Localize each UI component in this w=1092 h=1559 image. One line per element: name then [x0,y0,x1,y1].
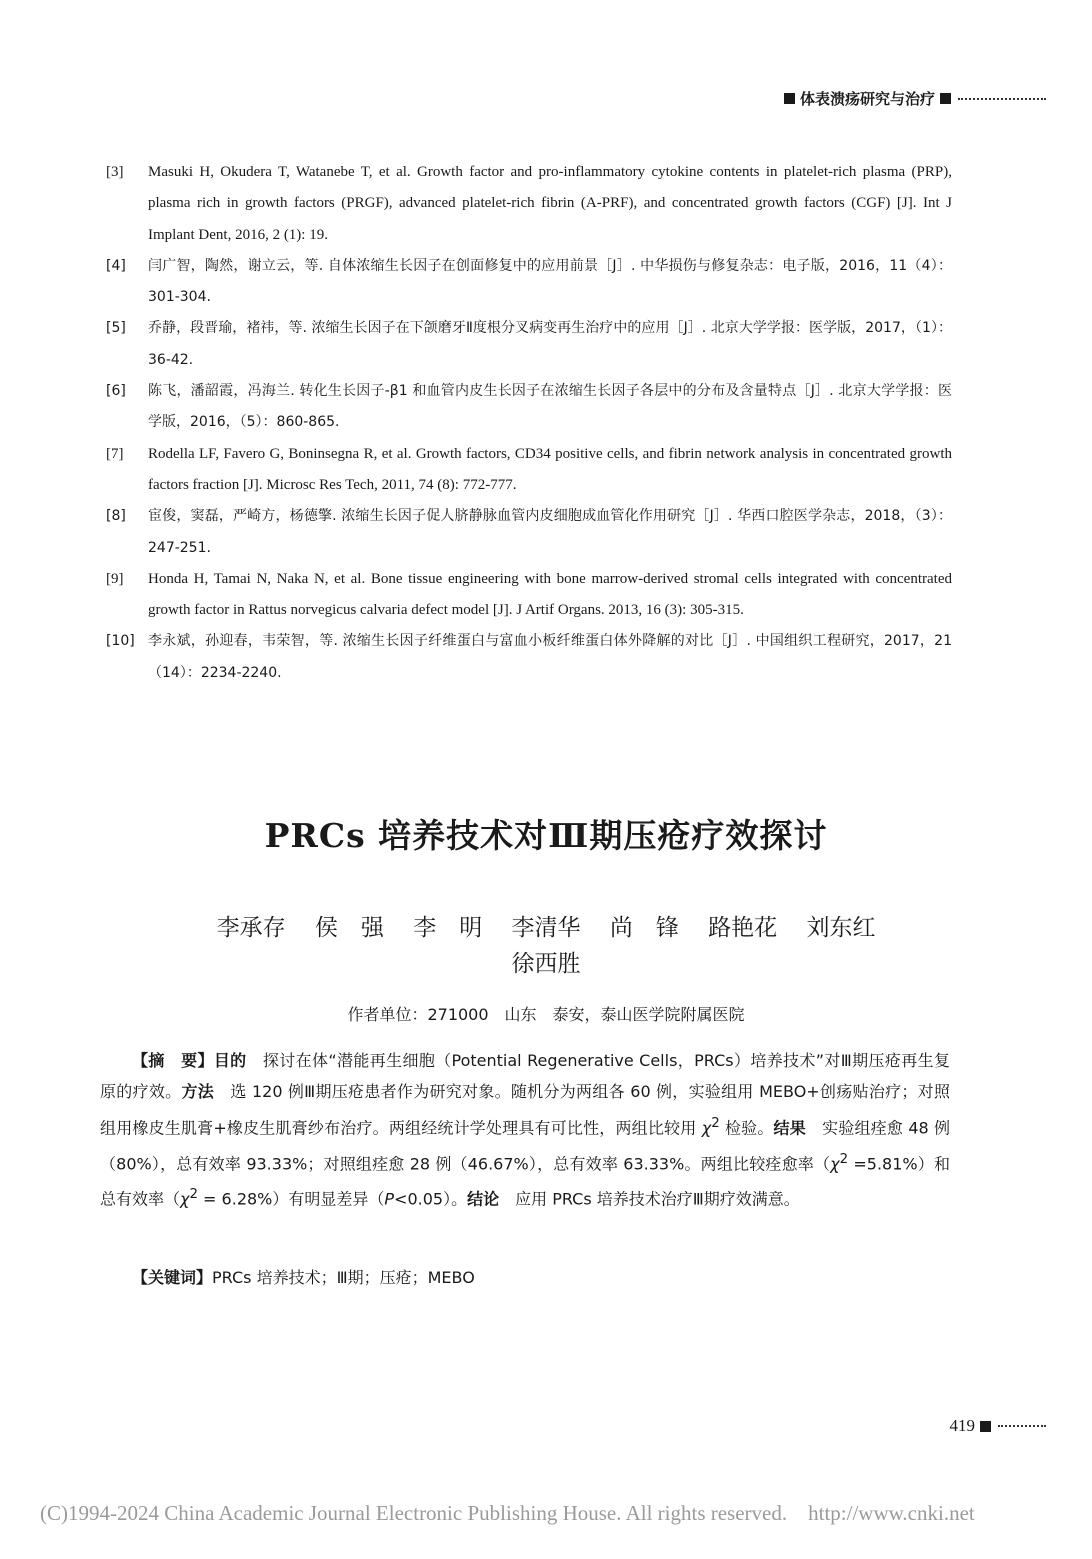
page-number: 419 [949,1416,975,1435]
objective-text: 探讨在体“潜能再生细胞（Potential Regenerative Cells，PRCs）培养技术”对Ⅲ期压疮再生复原的疗效。 [100,1051,950,1102]
abstract: 【摘 要】目的 探讨在体“潜能再生细胞（Potential Regenerative Cells，PRCs）培养技术”对Ⅲ期压疮再生复原的疗效。方法 选 120 例Ⅲ期压疮患者作为研究对象。随机分为两组各 60 例，实验组用 MEBO+创疡贴治疗；对照组用橡皮生肌膏+橡皮生肌膏纱布治疗。两组经统计学处理具有可比性，两组比较用 $\chi^2$ 检验。结果 实验组痊愈 48 例（80%），总有效率 93.33%；对照组痊愈 28 例（46.67%），总有效率 63.33%。两组比较痊愈率$(\chi^2 =5.81\%)$和总有效率$(\chi^2 = 6.28\%)$有明显差异（P<0.05）。结论 应用 PRCs 培养技术治疗Ⅲ期疗效满意。 [100,1051,950,1209]
header-title: 体表溃疡研究与治疗 [799,90,935,108]
reference-item [106,564,952,627]
reference-item [106,157,952,251]
keywords [100,1265,950,1288]
square-bullet-icon [980,1421,991,1432]
reference-number: [4] [106,257,126,274]
author-line-1 [0,910,1092,946]
reference-list [106,157,952,689]
keywords-label: 【关键词】 [132,1268,213,1287]
author-list [0,910,1092,982]
abstract-label: 【摘 要】 [132,1051,214,1070]
reference-text: Rodella LF, Favero G, Boninsegna R, et al. Growth factors, CD34 positive cells, and fibrin network analysis in concentrated growth factors fraction [J]. Microsc Res Tech, 2011, 74 (8): 772-777. [148,445,952,493]
running-header [779,88,1046,109]
reference-text: 宦俊，窦磊，严崎方，杨德擎. 浓缩生长因子促人脐静脉血管内皮细胞成血管化作用研究［J］. 华西口腔医学杂志，2018，（3）：247-251. [148,508,952,556]
reference-item [106,501,952,564]
author-name: 侯 强 [314,915,384,941]
results-text-2: =5.81%）和总有效率（ [100,1153,950,1209]
objective-label: 目的 [213,1051,247,1070]
square-bullet-icon [940,93,951,104]
results-label: 结果 [773,1118,806,1138]
keywords-text: PRCs 培养技术；Ⅲ期；压疮；MEBO [212,1268,475,1287]
chi-symbol: χ [830,1153,840,1173]
reference-number: [10] [106,633,135,650]
reference-text: 乔静，段晋瑜，褚祎，等. 浓缩生长因子在下颌磨牙Ⅱ度根分叉病变再生治疗中的应用［J］. 北京大学学报：医学版，2017，（1）：36-42. [148,320,952,368]
dotted-rule [998,1425,1046,1427]
article-title: PRCs 培养技术对Ⅲ期压疮疗效探讨 [264,816,828,855]
reference-text: 闫广智，陶然，谢立云，等. 自体浓缩生长因子在创面修复中的应用前景［J］. 中华损伤与修复杂志：电子版，2016，11（4）：301-304. [148,257,952,306]
square-bullet-icon [784,93,795,104]
conclusion-text: 应用 PRCs 培养技术治疗Ⅲ期疗效满意。 [515,1189,800,1209]
copyright-footer: (C)1994-2024 China Academic Journal Electronic Publishing House. All rights reserved. http://www.cnki.net [40,1501,975,1525]
author-affiliation: 作者单位：271000 山东 泰安，泰山医学院附属医院 [347,1005,745,1024]
author-name: 李 明 [413,915,483,941]
reference-number: [8] [106,508,126,525]
reference-text: 李永斌，孙迎春，韦荣智，等. 浓缩生长因子纤维蛋白与富血小板纤维蛋白体外降解的对比［J］. 中国组织工程研究，2017，21（14）：2234-2240. [148,633,952,681]
reference-item [106,313,952,376]
results-text: 实验组痊愈 48 例（80%），总有效率 93.33%；对照组痊愈 28 例（46.67%），总有效率 63.33%。两组比较痊愈率（ [100,1118,950,1173]
chi-symbol: χ [701,1118,712,1138]
results-text-4: <0.05）。 [394,1189,468,1209]
author-line-2: 徐西胜 [511,951,581,977]
results-text-3: = 6.28%）有明显差异（ [197,1189,385,1209]
conclusion-label: 结论 [467,1189,500,1209]
reference-text: Masuki H, Okudera T, Watanebe T, et al. Growth factor and pro-inflammatory cytokine contents in platelet-rich plasma (PRP), plasma rich in growth factors (PRGF), advanced platelet-rich fibrin (A-PRF), and concentrated growth factors (CGF) [J]. Int J Implant Dent, 2016, 2 (1): 19. [148,164,952,243]
chi-symbol: χ [180,1189,190,1209]
reference-text: Honda H, Tamai N, Naka N, et al. Bone tissue engineering with bone marrow-derived stromal cells integrated with concentrated growth factor in Rattus norvegicus calvaria defect model [J]. J Artif Organs. 2013, 16 (3): 305-315. [148,570,952,619]
p-symbol: P [384,1189,395,1209]
dotted-rule [958,98,1046,100]
methods-label: 方法 [181,1082,215,1102]
reference-item [106,626,952,689]
author-name: 李清华 [511,915,581,941]
reference-item [106,376,952,439]
author-name: 尚 锋 [609,915,679,941]
reference-item [106,251,952,314]
reference-item [106,439,952,502]
reference-number: [5] [106,320,126,337]
reference-number: [3] [106,164,124,180]
author-name: 刘东红 [806,915,876,941]
reference-number: [6] [106,383,126,400]
reference-number: [9] [106,570,124,587]
author-name: 李承存 [216,915,286,941]
reference-number: [7] [106,445,124,462]
page-number-block [950,1416,1047,1436]
reference-text: 陈飞，潘韶霞，冯海兰. 转化生长因子-β1 和血管内皮生长因子在浓缩生长因子各层中的分布及含量特点［J］. 北京大学学报：医学版，2016，（5）：860-865. [148,383,952,431]
methods-text: 选 120 例Ⅲ期压疮患者作为研究对象。随机分为两组各 60 例，实验组用 MEBO+创疡贴治疗；对照组用橡皮生肌膏+橡皮生肌膏纱布治疗。两组经统计学处理具有可比性，两组比较用 [100,1082,950,1138]
methods-text-tail: 检验。 [719,1118,774,1138]
author-name: 路艳花 [708,915,778,941]
